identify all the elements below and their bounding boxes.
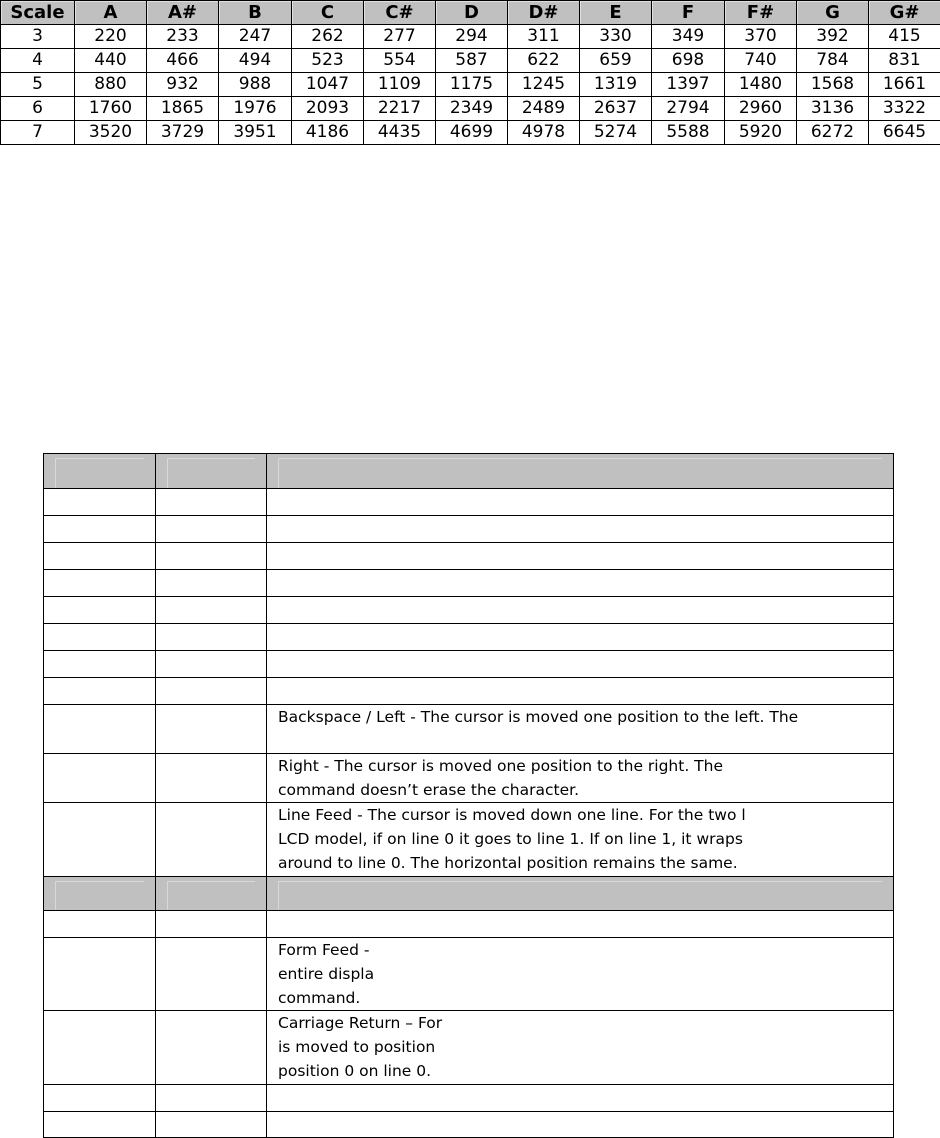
column-header-note: E <box>580 1 652 25</box>
scale-cell: 6 <box>1 97 75 121</box>
column-header-note: D <box>436 1 508 25</box>
frequency-cell: 1319 <box>580 73 652 97</box>
description-cell <box>267 1085 894 1112</box>
table-row <box>1 73 940 97</box>
frequency-cell: 466 <box>147 49 219 73</box>
description-line: entire displa <box>278 962 882 986</box>
frequency-cell: 3136 <box>797 97 869 121</box>
table-header-row <box>44 454 894 489</box>
description-line: Line Feed - The cursor is moved down one line. For the two l <box>278 803 882 827</box>
column-header-note: A# <box>147 1 219 25</box>
frequency-cell: 2093 <box>292 97 364 121</box>
frequency-cell: 2637 <box>580 97 652 121</box>
value-cell <box>156 651 267 678</box>
table-row <box>44 624 894 651</box>
frequency-cell: 2960 <box>725 97 797 121</box>
frequency-cell: 1480 <box>725 73 797 97</box>
frequency-cell: 3322 <box>869 97 940 121</box>
table-row <box>1 97 940 121</box>
frequency-cell: 698 <box>652 49 725 73</box>
description-cell <box>267 803 894 877</box>
value-cell <box>156 705 267 754</box>
frequency-cell: 6272 <box>797 121 869 145</box>
command-table <box>43 453 894 1138</box>
header-bevel <box>55 881 144 911</box>
frequency-cell: 220 <box>75 25 147 49</box>
frequency-cell: 784 <box>797 49 869 73</box>
table-header-row <box>1 1 940 25</box>
table-row <box>1 121 940 145</box>
code-cell <box>44 516 156 543</box>
description-line: Form Feed - <box>278 938 882 962</box>
value-cell <box>156 454 267 489</box>
frequency-cell: 1568 <box>797 73 869 97</box>
value-cell <box>156 543 267 570</box>
frequency-cell: 1047 <box>292 73 364 97</box>
code-cell <box>44 1011 156 1085</box>
column-header-note: D# <box>508 1 580 25</box>
table-row <box>44 597 894 624</box>
frequency-cell: 4978 <box>508 121 580 145</box>
description-cell <box>267 678 894 705</box>
frequency-cell: 294 <box>436 25 508 49</box>
frequency-cell: 3951 <box>219 121 292 145</box>
frequency-cell: 4435 <box>364 121 436 145</box>
frequency-cell: 1760 <box>75 97 147 121</box>
frequency-cell: 2794 <box>652 97 725 121</box>
frequency-cell: 880 <box>75 73 147 97</box>
code-cell <box>44 651 156 678</box>
description-line: LCD model, if on line 0 it goes to line 1. If on line 1, it wraps <box>278 827 882 851</box>
table-row <box>44 803 894 877</box>
table-row <box>44 1011 894 1085</box>
header-bevel <box>278 458 882 489</box>
code-cell <box>44 705 156 754</box>
value-cell <box>156 1112 267 1138</box>
header-bevel <box>55 458 144 489</box>
scale-cell: 7 <box>1 121 75 145</box>
frequency-cell: 587 <box>436 49 508 73</box>
scale-cell: 3 <box>1 25 75 49</box>
frequency-cell: 5274 <box>580 121 652 145</box>
frequency-cell: 1109 <box>364 73 436 97</box>
description-cell <box>267 1112 894 1138</box>
table-row <box>44 489 894 516</box>
code-cell <box>44 938 156 1011</box>
description-cell <box>267 624 894 651</box>
header-bevel <box>278 881 882 911</box>
frequency-cell: 1976 <box>219 97 292 121</box>
header-bevel <box>167 458 255 489</box>
description-cell <box>267 570 894 597</box>
frequency-cell: 622 <box>508 49 580 73</box>
table-row <box>1 49 940 73</box>
description-line: Carriage Return – For <box>278 1011 882 1035</box>
description-cell <box>267 911 894 938</box>
value-cell <box>156 911 267 938</box>
frequency-cell: 2489 <box>508 97 580 121</box>
description-cell <box>267 1011 894 1085</box>
column-header-note: A <box>75 1 147 25</box>
frequency-cell: 554 <box>364 49 436 73</box>
description-cell <box>267 543 894 570</box>
code-cell <box>44 678 156 705</box>
column-header-note: F <box>652 1 725 25</box>
frequency-cell: 262 <box>292 25 364 49</box>
table-row <box>44 754 894 803</box>
table-row <box>1 25 940 49</box>
column-header-note: F# <box>725 1 797 25</box>
frequency-cell: 1397 <box>652 73 725 97</box>
column-header-note: G# <box>869 1 940 25</box>
frequency-cell: 277 <box>364 25 436 49</box>
description-cell <box>267 705 894 754</box>
value-cell <box>156 754 267 803</box>
code-cell <box>44 803 156 877</box>
note-frequency-table <box>0 0 940 145</box>
table-row <box>44 570 894 597</box>
frequency-cell: 1661 <box>869 73 940 97</box>
frequency-cell: 330 <box>580 25 652 49</box>
table-row <box>44 1112 894 1138</box>
frequency-cell: 5588 <box>652 121 725 145</box>
frequency-cell: 1245 <box>508 73 580 97</box>
frequency-cell: 3520 <box>75 121 147 145</box>
description-cell <box>267 489 894 516</box>
description-cell <box>267 938 894 1011</box>
table-row <box>44 938 894 1011</box>
table-row <box>44 516 894 543</box>
value-cell <box>156 938 267 1011</box>
frequency-cell: 3729 <box>147 121 219 145</box>
code-cell <box>44 911 156 938</box>
description-cell <box>267 597 894 624</box>
value-cell <box>156 516 267 543</box>
code-cell <box>44 543 156 570</box>
column-header-note: C# <box>364 1 436 25</box>
code-cell <box>44 597 156 624</box>
description-line: command doesn’t erase the character. <box>278 778 882 802</box>
frequency-cell: 988 <box>219 73 292 97</box>
value-cell <box>156 678 267 705</box>
frequency-cell: 932 <box>147 73 219 97</box>
description-line: Backspace / Left - The cursor is moved one position to the left. The <box>278 705 882 729</box>
scale-cell: 4 <box>1 49 75 73</box>
value-cell <box>156 489 267 516</box>
column-header-note: C <box>292 1 364 25</box>
frequency-cell: 247 <box>219 25 292 49</box>
column-header-note: G <box>797 1 869 25</box>
frequency-cell: 659 <box>580 49 652 73</box>
table-row <box>44 1085 894 1112</box>
value-cell <box>156 1085 267 1112</box>
frequency-cell: 4186 <box>292 121 364 145</box>
frequency-cell: 370 <box>725 25 797 49</box>
description-line: command. <box>278 986 882 1010</box>
frequency-cell: 2217 <box>364 97 436 121</box>
code-cell <box>44 624 156 651</box>
description-line: is moved to position <box>278 1035 882 1059</box>
code-cell <box>44 1085 156 1112</box>
code-cell <box>44 877 156 911</box>
frequency-cell: 6645 <box>869 121 940 145</box>
description-cell <box>267 877 894 911</box>
description-cell <box>267 454 894 489</box>
column-header-note: B <box>219 1 292 25</box>
description-line: Right - The cursor is moved one position to the right. The <box>278 754 882 778</box>
description-cell <box>267 754 894 803</box>
code-cell <box>44 489 156 516</box>
table-row <box>44 911 894 938</box>
code-cell <box>44 454 156 489</box>
value-cell <box>156 877 267 911</box>
description-cell <box>267 516 894 543</box>
frequency-cell: 5920 <box>725 121 797 145</box>
table-header-row <box>44 877 894 911</box>
table-row <box>44 678 894 705</box>
frequency-cell: 392 <box>797 25 869 49</box>
frequency-cell: 831 <box>869 49 940 73</box>
frequency-cell: 311 <box>508 25 580 49</box>
frequency-cell: 1865 <box>147 97 219 121</box>
header-bevel <box>167 881 255 911</box>
value-cell <box>156 803 267 877</box>
frequency-cell: 349 <box>652 25 725 49</box>
description-cell <box>267 651 894 678</box>
frequency-cell: 415 <box>869 25 940 49</box>
value-cell <box>156 597 267 624</box>
column-header-scale: Scale <box>1 1 75 25</box>
frequency-cell: 2349 <box>436 97 508 121</box>
value-cell <box>156 570 267 597</box>
frequency-cell: 233 <box>147 25 219 49</box>
value-cell <box>156 1011 267 1085</box>
description-line: around to line 0. The horizontal position remains the same. <box>278 851 882 875</box>
code-cell <box>44 1112 156 1138</box>
frequency-cell: 740 <box>725 49 797 73</box>
table-row <box>44 651 894 678</box>
frequency-cell: 494 <box>219 49 292 73</box>
value-cell <box>156 624 267 651</box>
frequency-cell: 523 <box>292 49 364 73</box>
scale-cell: 5 <box>1 73 75 97</box>
table-row <box>44 543 894 570</box>
description-line: position 0 on line 0. <box>278 1059 882 1083</box>
code-cell <box>44 570 156 597</box>
frequency-cell: 1175 <box>436 73 508 97</box>
frequency-cell: 440 <box>75 49 147 73</box>
code-cell <box>44 754 156 803</box>
frequency-cell: 4699 <box>436 121 508 145</box>
table-row <box>44 705 894 754</box>
